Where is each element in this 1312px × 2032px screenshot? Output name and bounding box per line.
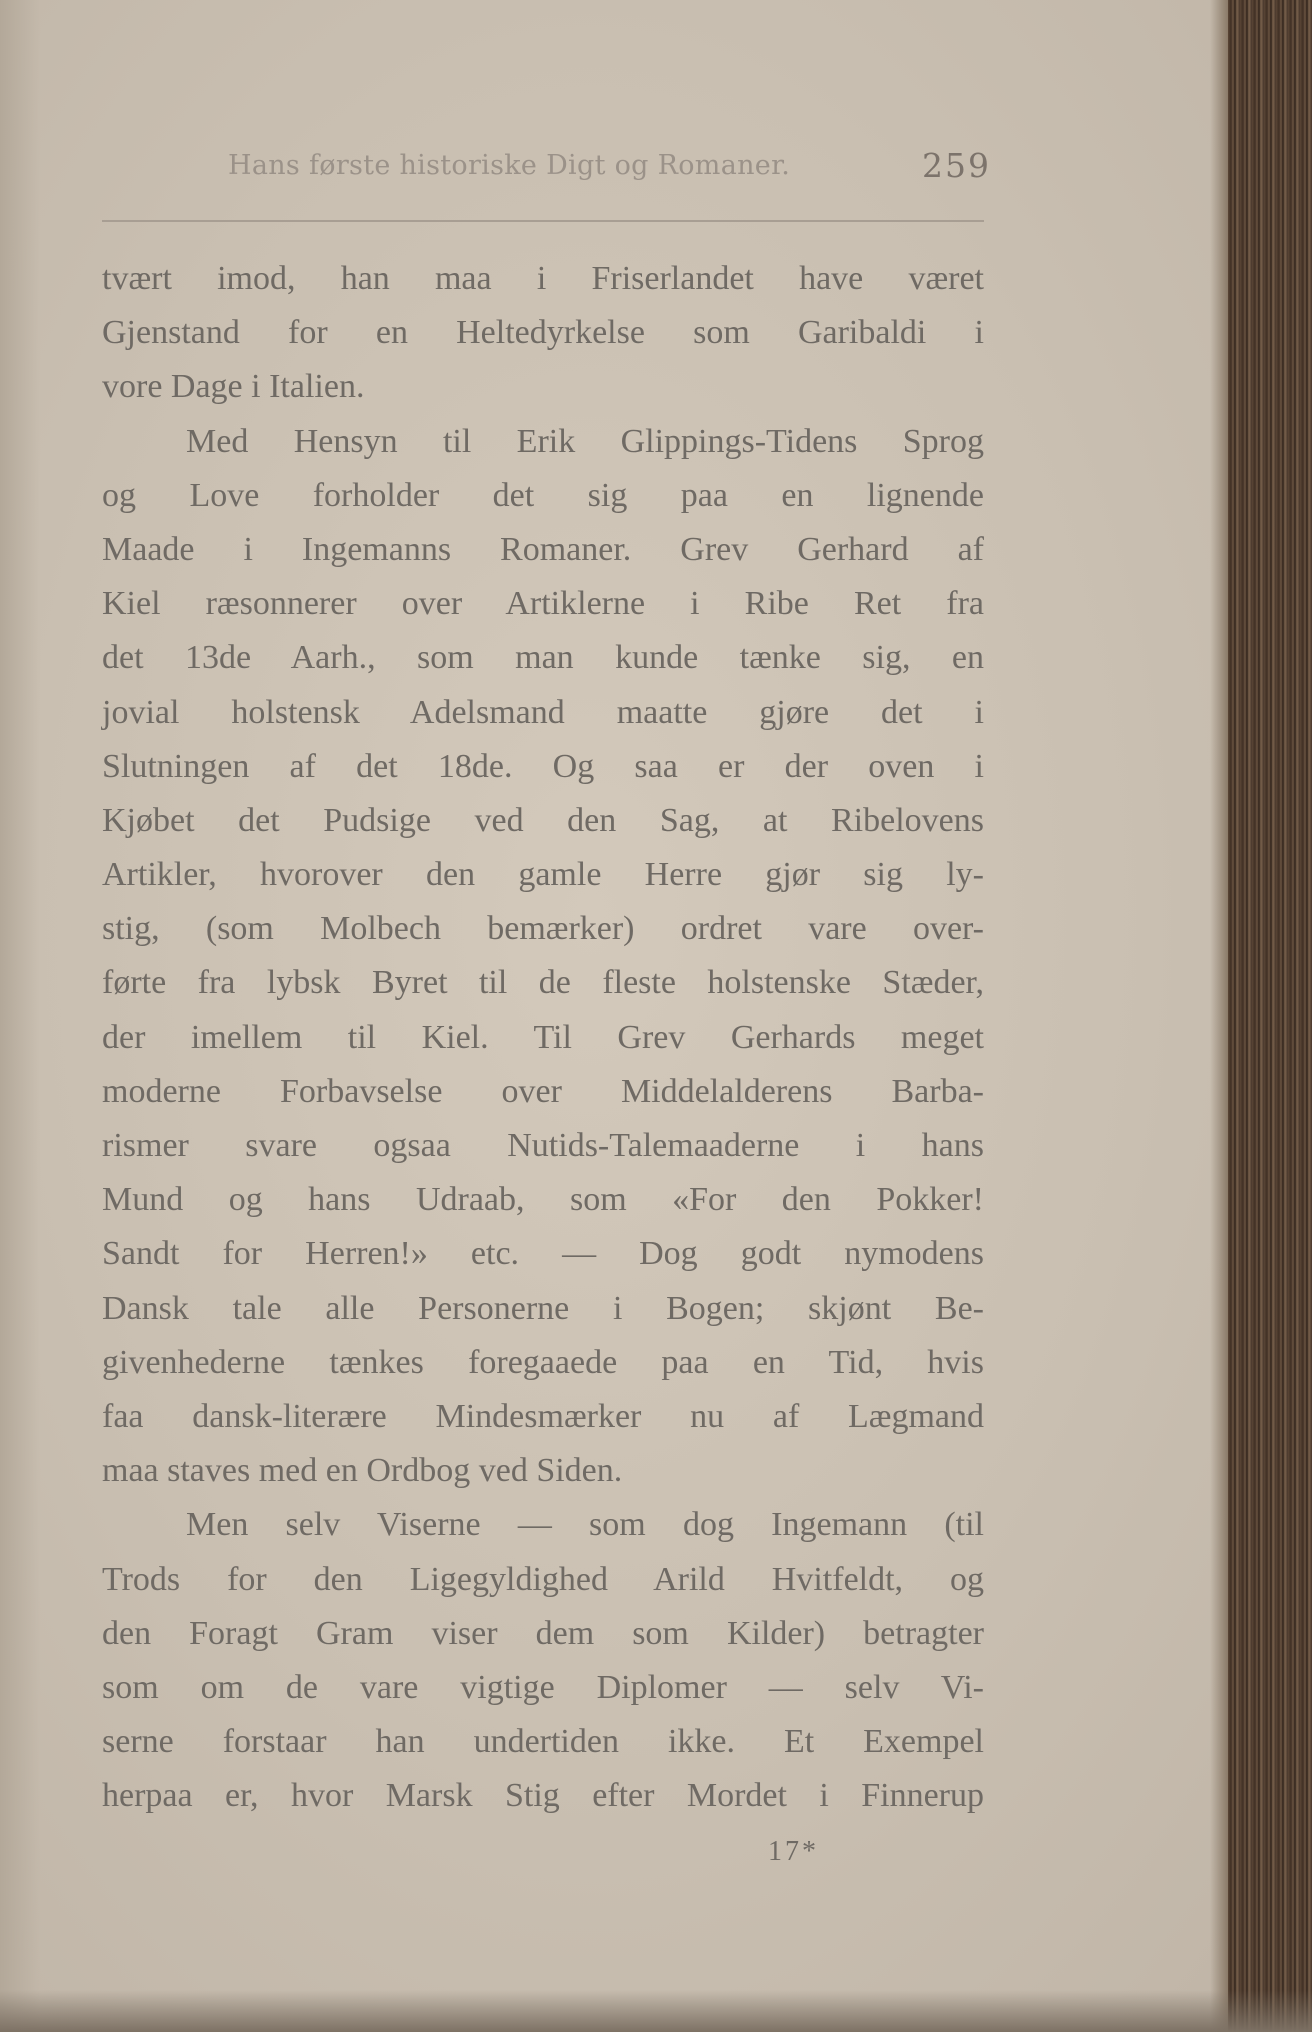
book-edge [1228,0,1312,2032]
text-line: moderne Forbavselse over Middelalderens Barba- [102,1072,984,1110]
text-line: vore Dage i Italien. [102,368,365,406]
text-line: givenhederne tænkes foregaaede paa en Tid, hvis [102,1343,984,1381]
text-line: Dansk tale alle Personerne i Bogen; skjønt Be- [102,1289,984,1327]
text-line: Kiel ræsonnerer over Artiklerne i Ribe Ret fra [102,585,984,623]
text-line: Maade i Ingemanns Romaner. Grev Gerhard af [102,530,984,568]
text-line: der imellem til Kiel. Til Grev Gerhards meget [102,1018,984,1056]
running-title: Hans første historiske Digt og Romaner. [228,150,791,181]
bottom-shadow [0,1990,1312,2032]
signature-mark: 17* [768,1836,819,1867]
page-number: 259 [922,146,991,185]
text-line: faa dansk-literære Mindesmærker nu af Lægmand [102,1397,984,1435]
text-line: maa staves med en Ordbog ved Siden. [102,1452,623,1490]
text-line: den Foragt Gram viser dem som Kilder) betragter [102,1614,984,1652]
text-line: herpaa er, hvor Marsk Stig efter Mordet i Finnerup [102,1777,984,1815]
text-line: Artikler, hvorover den gamle Herre gjør sig ly- [102,856,984,894]
text-line: og Love forholder det sig paa en lignende [102,476,984,514]
text-line: Trods for den Ligegyldighed Arild Hvitfeldt, og [102,1560,984,1598]
text-line: det 13de Aarh., som man kunde tænke sig, en [102,639,984,677]
text-line: Men selv Viserne — som dog Ingemann (til [186,1506,984,1544]
text-line: rismer svare ogsaa Nutids-Talemaaderne i hans [102,1127,984,1164]
running-head [100,142,1000,192]
body-text [102,252,984,1823]
text-line: Slutningen af det 18de. Og saa er der oven i [102,747,984,785]
text-line: serne forstaar han undertiden ikke. Et Exempel [102,1723,984,1761]
text-line: førte fra lybsk Byret til de fleste holstenske Stæder, [102,964,984,1002]
text-line: Mund og hans Udraab, som «For den Pokker! [102,1181,984,1219]
text-line: Med Hensyn til Erik Glippings-Tidens Sprog [186,422,984,460]
text-line: som om de vare vigtige Diplomer — selv Vi- [102,1668,984,1706]
text-line: Sandt for Herren!» etc. — Dog godt nymodens [102,1235,984,1273]
text-line: tvært imod, han maa i Friserlandet have været [102,260,984,297]
text-line: Kjøbet det Pudsige ved den Sag, at Ribelovens [102,801,984,839]
text-line: jovial holstensk Adelsmand maatte gjøre det i [102,693,984,731]
text-line: stig, (som Molbech bemærker) ordret vare over- [102,910,984,948]
text-line: Gjenstand for en Heltedyrkelse som Garibaldi i [102,314,984,352]
header-rule [102,220,984,222]
